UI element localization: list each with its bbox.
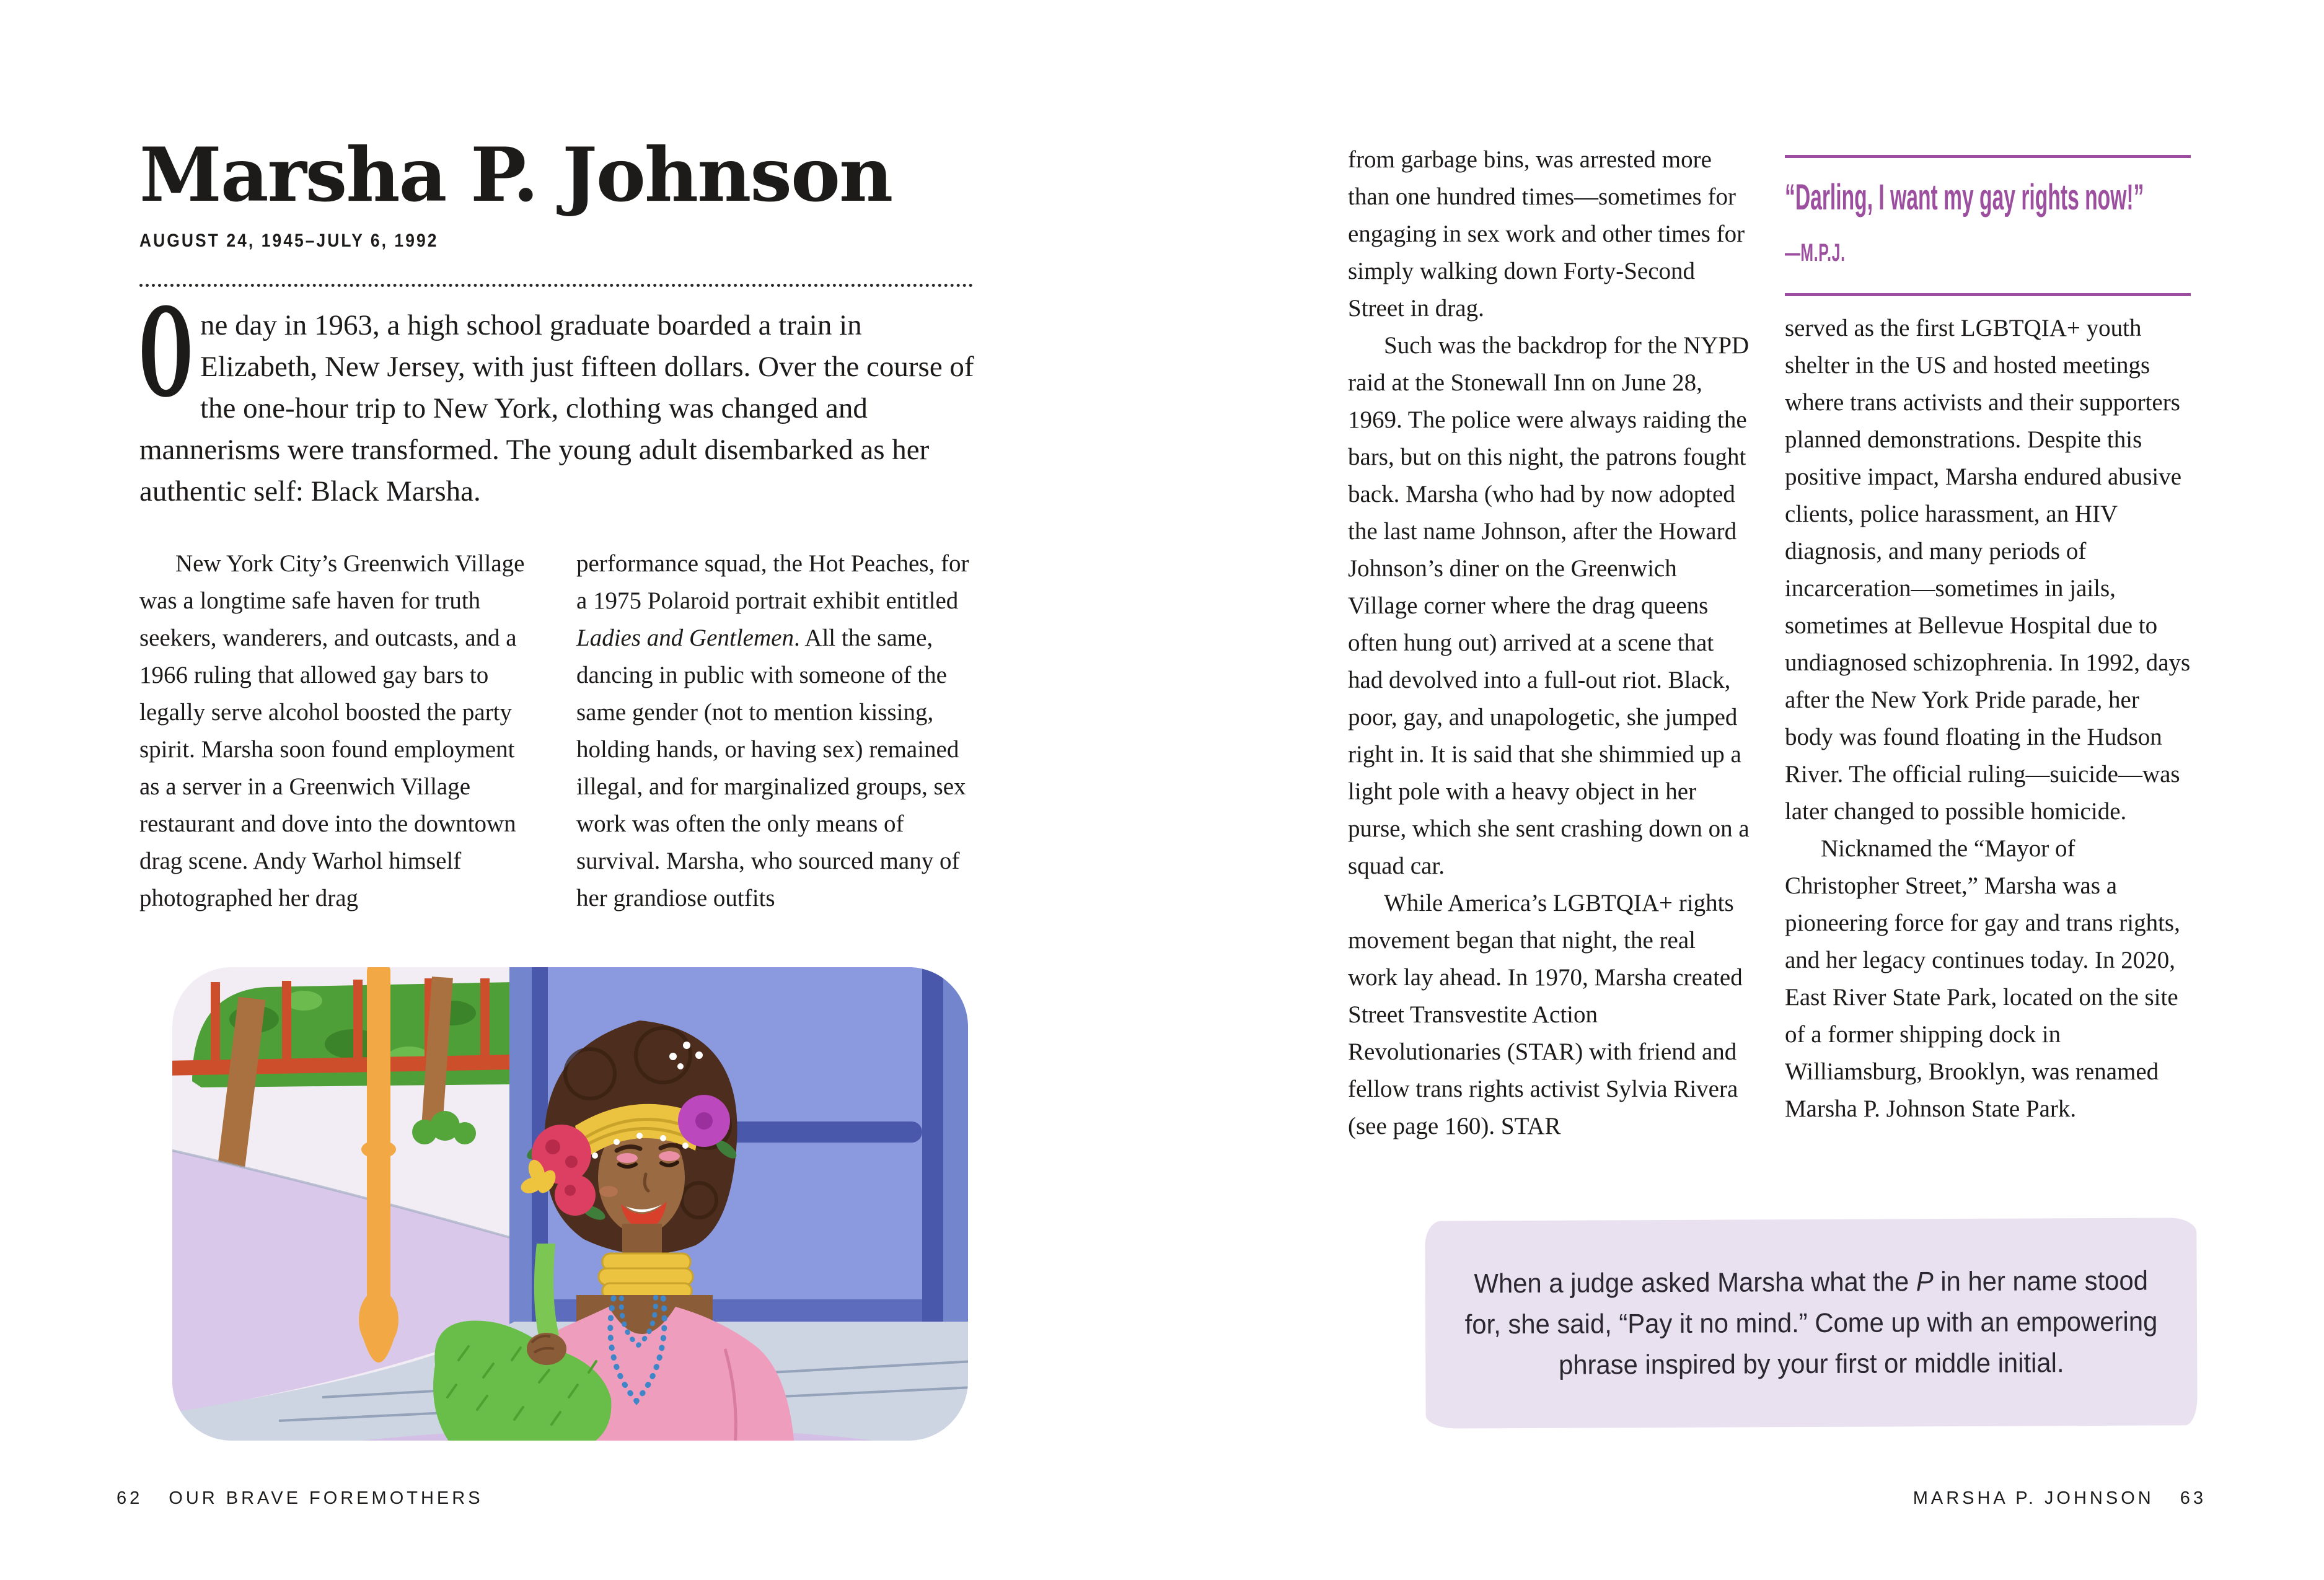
page-number: 62: [117, 1488, 143, 1508]
page-number: 63: [2180, 1488, 2206, 1508]
italic-title: Ladies and Gentlemen: [576, 625, 794, 651]
dotted-divider: [139, 284, 973, 287]
running-title: OUR BRAVE FOREMOTHERS: [169, 1488, 483, 1508]
intro-paragraph: [139, 282, 976, 512]
body-paragraph: served as the first LGBTQIA+ youth shelter in the US and hosted meetings where trans activists and their supporters planned demonstrations. Despite this positive impact, Marsha endured abusive clients, police harassment, an HIV diagnosis, and many periods of incarceration—sometimes in jails, sometimes at Bellevue Hospital due to undiagnosed schizophrenia. In 1992, days after the New York Pride parade, her body was found floating in the Hudson River. The official ruling—suicide—was later changed to possible homicide.: [1785, 315, 2191, 825]
page-title: Marsha P. Johnson: [139, 131, 892, 219]
body-paragraph: from garbage bins, was arrested more than one hundred times—sometimes for engaging in sex work and other times for simply walking down Forty-Second Street in drag.: [1348, 146, 1745, 322]
life-dates: AUGUST 24, 1945–JULY 6, 1992: [139, 230, 439, 251]
marsha-illustration: [167, 963, 973, 1447]
body-paragraph: New York City’s Greenwich Village was a longtime safe haven for truth seekers, wanderers, and outcasts, and a 1966 ruling that allowed gay bars to legally serve alcohol boosted the party spirit. Marsha soon found employment as a server in a Greenwich Village restaurant and dove into the downtown drag scene. Andy Warhol himself photographed her drag: [139, 550, 525, 911]
right-footer: [1913, 1488, 2206, 1509]
drop-cap: O: [139, 282, 193, 424]
body-paragraph: performance squad, the Hot Peaches, for a 1975 Polaroid portrait exhibit entitled Ladies and Gentlemen. All the same, dancing in public with someone of the same gender (not to mention kissing, holding hands, or having sex) remained illegal, and for marginalized groups, sex work was often the only means of survival. Marsha, who sourced many of her grandiose outfits: [576, 550, 969, 911]
pull-quote-text: “Darling, I want my gay rights now!”: [1785, 177, 2144, 217]
right-page-column-2: [1785, 310, 2191, 1128]
pull-quote: [1785, 155, 2191, 296]
italic-initial: P: [1916, 1266, 1934, 1297]
activity-text: When a judge asked Marsha what the P in her name stood for, she said, “Pay it no mind.” Come up with an empowering phrase inspired by your first or middle initial.: [1464, 1265, 2158, 1380]
activity-callout: [1425, 1218, 2197, 1428]
body-paragraph: While America’s LGBTQIA+ rights movement began that night, the real work lay ahead. In 1970, Marsha created Street Transvestite Action Revolutionaries (STAR) with friend and fellow trans rights activist Sylvia Rivera (see page 160). STAR: [1348, 890, 1743, 1139]
body-paragraph: Nicknamed the “Mayor of Christopher Street,” Marsha was a pioneering force for gay and trans rights, and her legacy continues today. In 2020, East River State Park, located on the site of a former shipping dock in Williamsburg, Brooklyn, was renamed Marsha P. Johnson State Park.: [1785, 835, 2180, 1122]
intro-text: ne day in 1963, a high school graduate boarded a train in Elizabeth, New Jersey, with just fifteen dollars. Over the course of the one-hour trip to New York, clothing was changed and mannerisms were transformed. The young adult disembarked as her authentic self: Black Marsha.: [139, 309, 974, 507]
pull-quote-attribution: —M.P.J.: [1785, 239, 1846, 266]
running-title: MARSHA P. JOHNSON: [1912, 1488, 2154, 1508]
right-page-column-1: [1348, 141, 1750, 1145]
left-page-column-2: [576, 545, 976, 917]
left-footer: [117, 1488, 483, 1509]
body-paragraph: Such was the backdrop for the NYPD raid at the Stonewall Inn on June 28, 1969. The police were always raiding the bars, but on this night, the patrons fought back. Marsha (who had by now adopted the last name Johnson, after the Howard Johnson’s diner on the Greenwich Village corner where the drag queens often hung out) arrived at a scene that had devolved into a full-out riot. Black, poor, gay, and unapologetic, she jumped right in. It is said that she shimmied up a light pole with a heavy object in her purse, which she sent crashing down on a squad car.: [1348, 332, 1750, 879]
left-page-column-1: [139, 545, 539, 917]
right-page: [1162, 0, 2324, 1580]
